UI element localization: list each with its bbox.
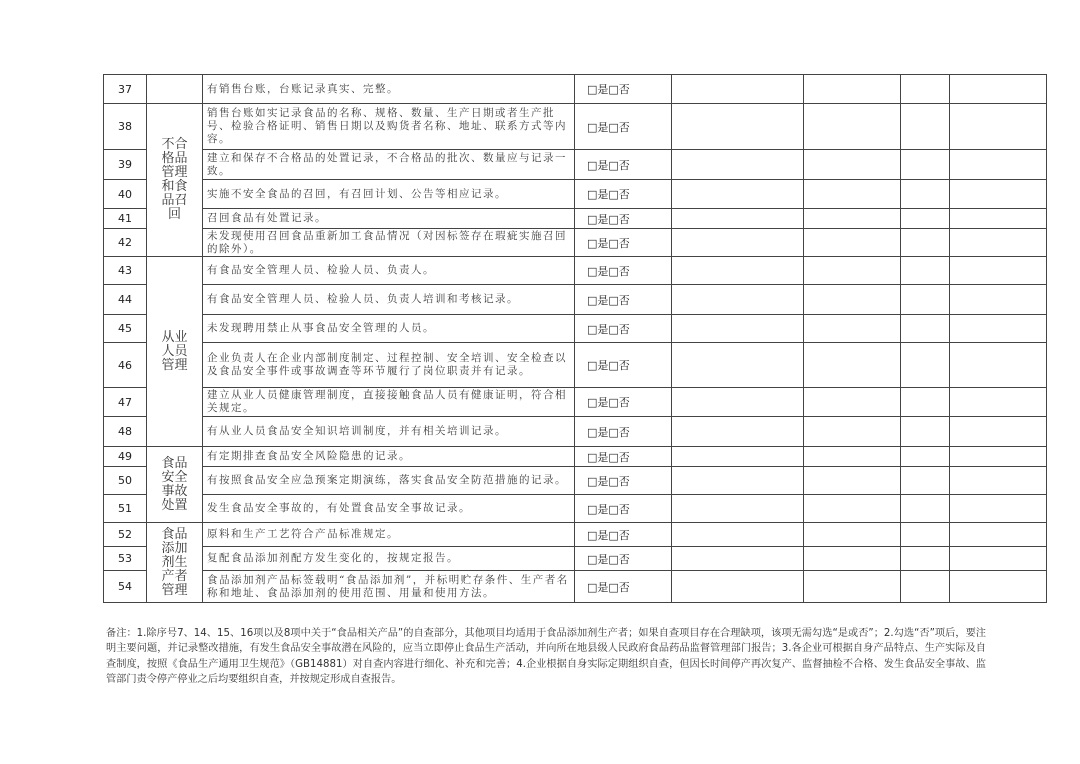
blank-cell[interactable] <box>901 150 950 180</box>
row-number: 46 <box>104 343 147 388</box>
blank-cell[interactable] <box>950 523 1047 547</box>
blank-cell[interactable] <box>950 417 1047 447</box>
blank-cell[interactable] <box>950 104 1047 150</box>
inspection-item: 建立和保存不合格品的处置记录，不合格品的批次、数量应与记录一致。 <box>203 150 575 180</box>
table-row <box>104 495 1047 523</box>
category-cell <box>147 523 203 603</box>
blank-cell[interactable] <box>672 209 804 229</box>
category-cell-empty <box>147 75 203 104</box>
row-number: 44 <box>104 285 147 315</box>
table-row <box>104 285 1047 315</box>
category-label: 不合格品管理和食品召回 <box>161 137 188 222</box>
blank-cell[interactable] <box>950 257 1047 285</box>
table-row <box>104 229 1047 257</box>
blank-cell[interactable] <box>950 209 1047 229</box>
blank-cell[interactable] <box>672 229 804 257</box>
table-row <box>104 417 1047 447</box>
blank-cell[interactable] <box>901 315 950 343</box>
blank-cell[interactable] <box>901 388 950 417</box>
blank-cell[interactable] <box>901 229 950 257</box>
blank-cell[interactable] <box>672 343 804 388</box>
blank-cell[interactable] <box>950 467 1047 495</box>
blank-cell[interactable] <box>950 150 1047 180</box>
inspection-item: 食品添加剂产品标签载明“食品添加剂”，并标明贮存条件、生产者名称和地址、食品添加剂的使用范围、用量和使用方法。 <box>203 571 575 603</box>
yes-no-checkbox[interactable]: □是□否 <box>575 104 672 150</box>
blank-cell[interactable] <box>804 447 901 467</box>
blank-cell[interactable] <box>901 417 950 447</box>
table-row <box>104 523 1047 547</box>
table-row <box>104 150 1047 180</box>
inspection-item: 有从业人员食品安全知识培训制度，并有相关培训记录。 <box>203 417 575 447</box>
blank-cell[interactable] <box>804 495 901 523</box>
row-number: 51 <box>104 495 147 523</box>
yes-no-checkbox[interactable]: □是□否 <box>575 209 672 229</box>
blank-cell[interactable] <box>672 150 804 180</box>
inspection-item: 有食品安全管理人员、检验人员、负责人。 <box>203 257 575 285</box>
inspection-item: 原料和生产工艺符合产品标准规定。 <box>203 523 575 547</box>
blank-cell[interactable] <box>804 523 901 547</box>
category-label: 食品添加剂生产者管理 <box>161 526 188 598</box>
blank-cell[interactable] <box>804 467 901 495</box>
yes-no-checkbox[interactable]: □是□否 <box>575 547 672 571</box>
blank-cell[interactable] <box>672 257 804 285</box>
row-number: 45 <box>104 315 147 343</box>
blank-cell[interactable] <box>804 388 901 417</box>
table-row <box>104 257 1047 285</box>
yes-no-checkbox[interactable]: □是□否 <box>575 150 672 180</box>
blank-cell[interactable] <box>901 285 950 315</box>
table-row <box>104 388 1047 417</box>
yes-no-checkbox[interactable]: □是□否 <box>575 495 672 523</box>
blank-cell[interactable] <box>672 523 804 547</box>
blank-cell[interactable] <box>804 229 901 257</box>
blank-cell[interactable] <box>672 104 804 150</box>
table-row <box>104 209 1047 229</box>
row-number: 43 <box>104 257 147 285</box>
blank-cell[interactable] <box>950 285 1047 315</box>
blank-cell[interactable] <box>901 547 950 571</box>
blank-cell[interactable] <box>804 315 901 343</box>
blank-cell[interactable] <box>672 315 804 343</box>
inspection-item: 复配食品添加剂配方发生变化的，按规定报告。 <box>203 547 575 571</box>
category-label: 食品安全事故处置 <box>161 455 188 513</box>
inspection-item: 有定期排查食品安全风险隐患的记录。 <box>203 447 575 467</box>
blank-cell[interactable] <box>672 75 804 104</box>
blank-cell[interactable] <box>672 467 804 495</box>
inspection-item: 销售台账如实记录食品的名称、规格、数量、生产日期或者生产批号、检验合格证明、销售日期以及购货者名称、地址、联系方式等内容。 <box>203 104 575 150</box>
blank-cell[interactable] <box>672 388 804 417</box>
table-row <box>104 547 1047 571</box>
blank-cell[interactable] <box>950 547 1047 571</box>
self-inspection-table <box>103 74 1047 603</box>
blank-cell[interactable] <box>804 75 901 104</box>
row-number: 39 <box>104 150 147 180</box>
blank-cell[interactable] <box>804 257 901 285</box>
blank-cell[interactable] <box>950 388 1047 417</box>
blank-cell[interactable] <box>804 417 901 447</box>
blank-cell[interactable] <box>901 104 950 150</box>
blank-cell[interactable] <box>901 571 950 603</box>
row-number: 40 <box>104 180 147 209</box>
blank-cell[interactable] <box>901 523 950 547</box>
blank-cell[interactable] <box>804 209 901 229</box>
blank-cell[interactable] <box>672 417 804 447</box>
blank-cell[interactable] <box>950 180 1047 209</box>
table-row <box>104 104 1047 150</box>
blank-cell[interactable] <box>950 495 1047 523</box>
row-number: 48 <box>104 417 147 447</box>
yes-no-checkbox[interactable]: □是□否 <box>575 229 672 257</box>
table-row <box>104 343 1047 388</box>
category-cell <box>147 104 203 257</box>
category-label: 从业人员管理 <box>161 329 188 373</box>
blank-cell[interactable] <box>901 495 950 523</box>
footnote: 备注：1.除序号7、14、15、16项以及8项中关于“食品相关产品”的自查部分，其他项目均适用于食品添加剂生产者；如果自查项目存在合理缺项，该项无需勾选“是或否”；2.勾选“否”项后，要注明主要问题，并记录整改措施，有发生食品安全事故潜在风险的，应当立即停止食品生产活动，并向所在地县级人民政府食品药品监督管理部门报告；3.各企业可根据自身产品特点、生产实际及自查制度，按照《食品生产通用卫生规范》（GB14881）对自查内容进行细化、补充和完善；4.企业根据自身实际定期组织自查，但因长时间停产再次复产、监督抽检不合格、发生食品安全事故、监管部门责令停产停业之后均要组织自查，并按规定形成自查报告。 <box>106 628 986 686</box>
category-cell <box>147 447 203 523</box>
blank-cell[interactable] <box>901 447 950 467</box>
blank-cell[interactable] <box>901 209 950 229</box>
yes-no-checkbox[interactable]: □是□否 <box>575 343 672 388</box>
row-number: 37 <box>104 75 147 104</box>
yes-no-checkbox[interactable]: □是□否 <box>575 257 672 285</box>
inspection-item: 未发现聘用禁止从事食品安全管理的人员。 <box>203 315 575 343</box>
blank-cell[interactable] <box>950 315 1047 343</box>
blank-cell[interactable] <box>901 257 950 285</box>
blank-cell[interactable] <box>950 229 1047 257</box>
inspection-item: 召回食品有处置记录。 <box>203 209 575 229</box>
blank-cell[interactable] <box>672 180 804 209</box>
yes-no-checkbox[interactable]: □是□否 <box>575 180 672 209</box>
row-number: 38 <box>104 104 147 150</box>
row-number: 42 <box>104 229 147 257</box>
blank-cell[interactable] <box>804 343 901 388</box>
table-row <box>104 180 1047 209</box>
yes-no-checkbox[interactable]: □是□否 <box>575 571 672 603</box>
blank-cell[interactable] <box>950 343 1047 388</box>
blank-cell[interactable] <box>804 571 901 603</box>
yes-no-checkbox[interactable]: □是□否 <box>575 315 672 343</box>
category-cell <box>147 257 203 447</box>
yes-no-checkbox[interactable]: □是□否 <box>575 467 672 495</box>
yes-no-checkbox[interactable]: □是□否 <box>575 388 672 417</box>
inspection-item: 企业负责人在企业内部制度制定、过程控制、安全培训、安全检查以及食品安全事件或事故调查等环节履行了岗位职责并有记录。 <box>203 343 575 388</box>
yes-no-checkbox[interactable]: □是□否 <box>575 285 672 315</box>
blank-cell[interactable] <box>672 495 804 523</box>
table-row <box>104 75 1047 104</box>
table-body <box>104 75 1047 603</box>
inspection-item: 发生食品安全事故的，有处置食品安全事故记录。 <box>203 495 575 523</box>
inspection-item: 未发现使用召回食品重新加工食品情况（对因标签存在瑕疵实施召回的除外）。 <box>203 229 575 257</box>
blank-cell[interactable] <box>672 447 804 467</box>
blank-cell[interactable] <box>950 447 1047 467</box>
inspection-item: 有食品安全管理人员、检验人员、负责人培训和考核记录。 <box>203 285 575 315</box>
blank-cell[interactable] <box>672 571 804 603</box>
blank-cell[interactable] <box>672 285 804 315</box>
row-number: 54 <box>104 571 147 603</box>
blank-cell[interactable] <box>804 285 901 315</box>
blank-cell[interactable] <box>950 571 1047 603</box>
blank-cell[interactable] <box>901 343 950 388</box>
row-number: 50 <box>104 467 147 495</box>
row-number: 47 <box>104 388 147 417</box>
row-number: 49 <box>104 447 147 467</box>
blank-cell[interactable] <box>804 180 901 209</box>
blank-cell[interactable] <box>901 467 950 495</box>
table-row <box>104 467 1047 495</box>
blank-cell[interactable] <box>950 75 1047 104</box>
yes-no-checkbox[interactable]: □是□否 <box>575 75 672 104</box>
yes-no-checkbox[interactable]: □是□否 <box>575 417 672 447</box>
blank-cell[interactable] <box>804 104 901 150</box>
inspection-item: 建立从业人员健康管理制度，直接接触食品人员有健康证明，符合相关规定。 <box>203 388 575 417</box>
blank-cell[interactable] <box>901 75 950 104</box>
table-row <box>104 315 1047 343</box>
blank-cell[interactable] <box>672 547 804 571</box>
blank-cell[interactable] <box>804 150 901 180</box>
blank-cell[interactable] <box>804 547 901 571</box>
row-number: 53 <box>104 547 147 571</box>
yes-no-checkbox[interactable]: □是□否 <box>575 523 672 547</box>
inspection-item: 有按照食品安全应急预案定期演练，落实食品安全防范措施的记录。 <box>203 467 575 495</box>
table-row <box>104 447 1047 467</box>
inspection-item: 有销售台账，台账记录真实、完整。 <box>203 75 575 104</box>
blank-cell[interactable] <box>901 180 950 209</box>
table-row <box>104 571 1047 603</box>
inspection-item: 实施不安全食品的召回，有召回计划、公告等相应记录。 <box>203 180 575 209</box>
row-number: 41 <box>104 209 147 229</box>
row-number: 52 <box>104 523 147 547</box>
yes-no-checkbox[interactable]: □是□否 <box>575 447 672 467</box>
